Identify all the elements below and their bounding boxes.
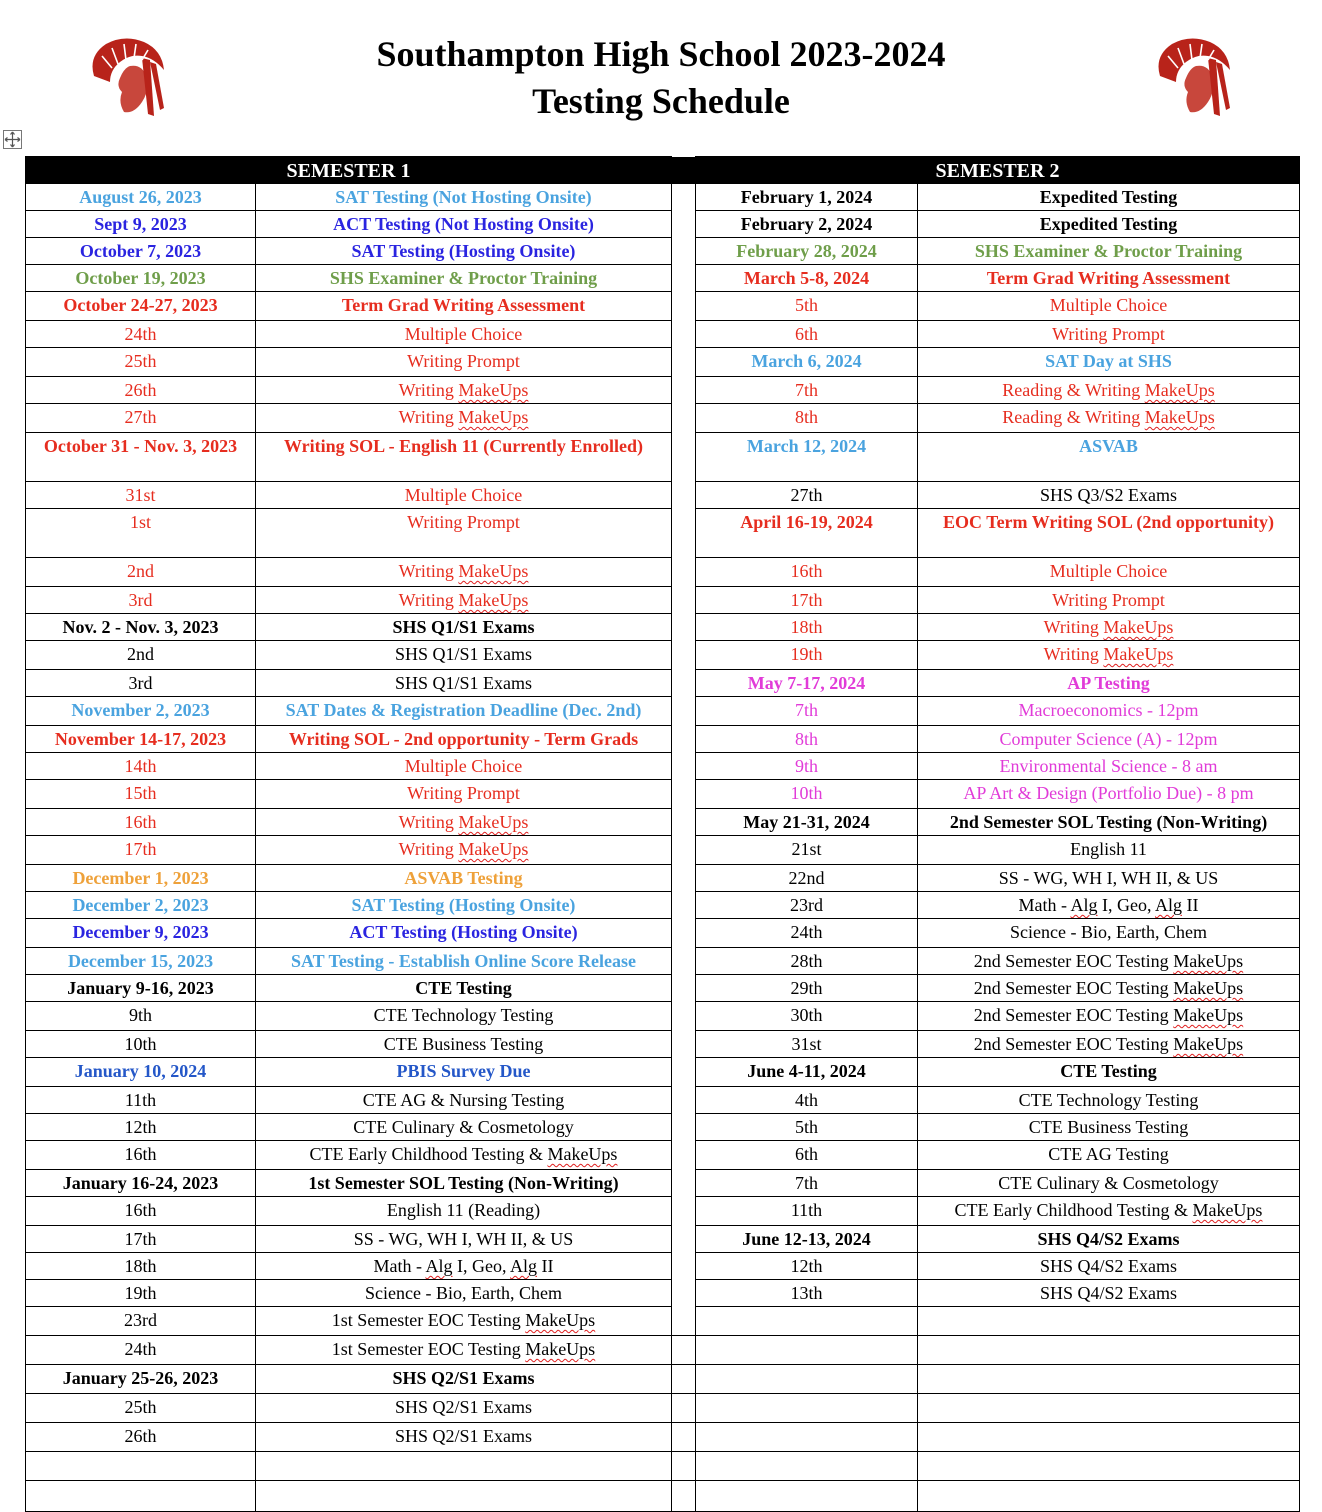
table-row — [26, 238, 1300, 265]
table-row — [26, 1365, 1300, 1394]
semester-2-date: 9th — [696, 753, 918, 780]
semester-2-event: SHS Examiner & Proctor Training — [918, 238, 1300, 265]
mascot-headdress-logo-right — [1150, 36, 1234, 118]
semester-1-event: CTE Early Childhood Testing & MakeUps — [256, 1141, 672, 1170]
column-gap — [672, 892, 696, 919]
table-row — [26, 1336, 1300, 1365]
column-gap — [672, 184, 696, 211]
semester-1-date: January 25-26, 2023 — [26, 1365, 256, 1394]
semester-2-date — [696, 1365, 918, 1394]
table-row — [26, 1452, 1300, 1481]
column-gap — [672, 1114, 696, 1141]
semester-2-date: June 4-11, 2024 — [696, 1058, 918, 1087]
table-row — [26, 1002, 1300, 1031]
semester-1-date: December 2, 2023 — [26, 892, 256, 919]
semester-1-event: SAT Testing (Hosting Onsite) — [256, 238, 672, 265]
column-gap — [672, 809, 696, 836]
semester-1-date: 25th — [26, 1394, 256, 1423]
column-gap — [672, 614, 696, 641]
semester-2-date: 4th — [696, 1087, 918, 1114]
semester-1-event: Writing SOL - 2nd opportunity - Term Grads — [256, 726, 672, 753]
table-row — [26, 348, 1300, 377]
semester-2-date: 5th — [696, 292, 918, 321]
table-row — [26, 184, 1300, 211]
semester-2-date — [696, 1336, 918, 1365]
table-row — [26, 1226, 1300, 1253]
semester-2-date: 8th — [696, 726, 918, 753]
table-row — [26, 780, 1300, 809]
semester-2-event: CTE Technology Testing — [918, 1087, 1300, 1114]
semester-2-event: Multiple Choice — [918, 292, 1300, 321]
semester-1-date: 14th — [26, 753, 256, 780]
semester-2-date: 30th — [696, 1002, 918, 1031]
semester-1-date: Nov. 2 - Nov. 3, 2023 — [26, 614, 256, 641]
semester-2-event — [918, 1365, 1300, 1394]
column-gap — [672, 558, 696, 587]
column-gap — [672, 348, 696, 377]
semester-1-date: 12th — [26, 1114, 256, 1141]
table-row — [26, 670, 1300, 697]
semester-2-event: Math - Alg I, Geo, Alg II — [918, 892, 1300, 919]
table-move-handle-icon[interactable] — [3, 130, 22, 149]
semester-1-date: 1st — [26, 509, 256, 558]
table-row — [26, 1280, 1300, 1307]
semester-1-event: Writing MakeUps — [256, 587, 672, 614]
semester-2-date — [696, 1307, 918, 1336]
column-gap — [672, 1170, 696, 1197]
semester-2-date: 5th — [696, 1114, 918, 1141]
semester-1-event: SS - WG, WH I, WH II, & US — [256, 1226, 672, 1253]
semester-2-event: Multiple Choice — [918, 558, 1300, 587]
semester-1-date: October 7, 2023 — [26, 238, 256, 265]
column-gap — [672, 1197, 696, 1226]
semester-1-date: 3rd — [26, 587, 256, 614]
table-row — [26, 321, 1300, 348]
semester-1-date: 17th — [26, 836, 256, 865]
semester-2-date: 23rd — [696, 892, 918, 919]
semester-2-date: 11th — [696, 1197, 918, 1226]
semester-2-event: SAT Day at SHS — [918, 348, 1300, 377]
semester-1-date: December 9, 2023 — [26, 919, 256, 948]
semester-2-date: April 16-19, 2024 — [696, 509, 918, 558]
table-row — [26, 892, 1300, 919]
semester-1-date: 26th — [26, 377, 256, 404]
semester-2-date: June 12-13, 2024 — [696, 1226, 918, 1253]
semester-2-event: SHS Q4/S2 Exams — [918, 1280, 1300, 1307]
semester-1-event: SHS Examiner & Proctor Training — [256, 265, 672, 292]
column-gap — [672, 377, 696, 404]
semester-2-event: CTE AG Testing — [918, 1141, 1300, 1170]
semester-1-date — [26, 1452, 256, 1481]
semester-2-date: 22nd — [696, 865, 918, 892]
column-gap — [672, 321, 696, 348]
semester-1-event: SHS Q2/S1 Exams — [256, 1394, 672, 1423]
semester-1-date: October 24-27, 2023 — [26, 292, 256, 321]
semester-2-event: 2nd Semester EOC Testing MakeUps — [918, 1002, 1300, 1031]
semester-1-date: 17th — [26, 1226, 256, 1253]
semester-2-date: 7th — [696, 377, 918, 404]
semester-2-date: 27th — [696, 482, 918, 509]
semester-2-event: CTE Business Testing — [918, 1114, 1300, 1141]
semester-2-date: 6th — [696, 321, 918, 348]
semester-1-date: 11th — [26, 1087, 256, 1114]
semester-2-event: 2nd Semester SOL Testing (Non-Writing) — [918, 809, 1300, 836]
semester-2-date: 6th — [696, 1141, 918, 1170]
semester-2-event — [918, 1423, 1300, 1452]
table-row — [26, 482, 1300, 509]
column-gap — [672, 509, 696, 558]
semester-2-event: Writing Prompt — [918, 321, 1300, 348]
column-gap — [672, 1141, 696, 1170]
semester-2-event: Science - Bio, Earth, Chem — [918, 919, 1300, 948]
semester-1-date: 16th — [26, 1141, 256, 1170]
semester-1-event: ACT Testing (Not Hosting Onsite) — [256, 211, 672, 238]
column-gap — [672, 697, 696, 726]
semester-1-date: 25th — [26, 348, 256, 377]
semester-1-event: CTE Technology Testing — [256, 1002, 672, 1031]
table-row — [26, 809, 1300, 836]
table-row — [26, 948, 1300, 975]
semester-2-event — [918, 1481, 1300, 1512]
semester-1-event: Writing MakeUps — [256, 404, 672, 433]
column-gap — [672, 1087, 696, 1114]
column-gap — [672, 211, 696, 238]
table-row — [26, 1423, 1300, 1452]
semester-1-date: 31st — [26, 482, 256, 509]
table-row — [26, 641, 1300, 670]
table-row — [26, 509, 1300, 558]
semester-1-event: Writing MakeUps — [256, 809, 672, 836]
semester-1-event: SHS Q2/S1 Exams — [256, 1365, 672, 1394]
semester-2-event: Writing MakeUps — [918, 641, 1300, 670]
semester-1-date: 24th — [26, 321, 256, 348]
table-row — [26, 1087, 1300, 1114]
semester-1-date: January 10, 2024 — [26, 1058, 256, 1087]
semester-2-date: 12th — [696, 1253, 918, 1280]
semester-2-event: 2nd Semester EOC Testing MakeUps — [918, 948, 1300, 975]
semester-2-event: ASVAB — [918, 433, 1300, 482]
table-row — [26, 558, 1300, 587]
semester-1-event: Writing Prompt — [256, 780, 672, 809]
semester-2-date: March 6, 2024 — [696, 348, 918, 377]
semester-1-date: 27th — [26, 404, 256, 433]
semester-1-event: Writing MakeUps — [256, 558, 672, 587]
semester-1-date: 26th — [26, 1423, 256, 1452]
semester-2-event: Computer Science (A) - 12pm — [918, 726, 1300, 753]
column-gap — [672, 1307, 696, 1336]
semester-2-date: May 21-31, 2024 — [696, 809, 918, 836]
semester-2-date: March 12, 2024 — [696, 433, 918, 482]
semester-2-date: February 28, 2024 — [696, 238, 918, 265]
table-row — [26, 726, 1300, 753]
semester-2-date: 18th — [696, 614, 918, 641]
table-row — [26, 1307, 1300, 1336]
semester-1-event: Writing MakeUps — [256, 836, 672, 865]
table-row — [26, 975, 1300, 1002]
semester-2-event — [918, 1307, 1300, 1336]
column-gap — [672, 404, 696, 433]
semester-1-event: Multiple Choice — [256, 321, 672, 348]
semester-1-event: Writing SOL - English 11 (Currently Enrolled) — [256, 433, 672, 482]
column-gap — [672, 1031, 696, 1058]
semester-2-event: SHS Q4/S2 Exams — [918, 1253, 1300, 1280]
semester-2-date — [696, 1394, 918, 1423]
semester-1-event — [256, 1452, 672, 1481]
semester-2-event: Writing MakeUps — [918, 614, 1300, 641]
semester-1-date: 18th — [26, 1253, 256, 1280]
column-gap — [672, 948, 696, 975]
semester-2-event: SS - WG, WH I, WH II, & US — [918, 865, 1300, 892]
semester-2-event: 2nd Semester EOC Testing MakeUps — [918, 1031, 1300, 1058]
semester-2-date: 29th — [696, 975, 918, 1002]
semester-1-event: CTE AG & Nursing Testing — [256, 1087, 672, 1114]
semester-1-header: SEMESTER 1 — [26, 157, 672, 184]
semester-2-event — [918, 1336, 1300, 1365]
semester-header-row — [26, 157, 1300, 184]
semester-2-date: 8th — [696, 404, 918, 433]
semester-2-event — [918, 1452, 1300, 1481]
semester-1-event: English 11 (Reading) — [256, 1197, 672, 1226]
page-title: Southampton High School 2023-2024 — [376, 34, 946, 74]
column-gap — [672, 641, 696, 670]
table-row — [26, 1058, 1300, 1087]
semester-1-date: 15th — [26, 780, 256, 809]
semester-1-date: 10th — [26, 1031, 256, 1058]
semester-1-date: November 14-17, 2023 — [26, 726, 256, 753]
semester-1-event: PBIS Survey Due — [256, 1058, 672, 1087]
table-row — [26, 919, 1300, 948]
table-row — [26, 433, 1300, 482]
table-row — [26, 753, 1300, 780]
semester-2-event: Expedited Testing — [918, 211, 1300, 238]
semester-1-event: SAT Testing (Not Hosting Onsite) — [256, 184, 672, 211]
column-gap — [672, 919, 696, 948]
table-row — [26, 1394, 1300, 1423]
semester-1-event: Multiple Choice — [256, 753, 672, 780]
table-row — [26, 292, 1300, 321]
semester-2-event: SHS Q3/S2 Exams — [918, 482, 1300, 509]
semester-1-event: SAT Testing - Establish Online Score Release — [256, 948, 672, 975]
table-row — [26, 1253, 1300, 1280]
table-row — [26, 587, 1300, 614]
page-subtitle: Testing Schedule — [532, 81, 790, 121]
column-gap — [672, 482, 696, 509]
semester-1-event: Math - Alg I, Geo, Alg II — [256, 1253, 672, 1280]
semester-2-date: 10th — [696, 780, 918, 809]
semester-2-event — [918, 1394, 1300, 1423]
semester-2-date: 13th — [696, 1280, 918, 1307]
semester-1-date: August 26, 2023 — [26, 184, 256, 211]
semester-1-event: CTE Testing — [256, 975, 672, 1002]
semester-1-date: 16th — [26, 809, 256, 836]
semester-2-event: Macroeconomics - 12pm — [918, 697, 1300, 726]
semester-1-date: 19th — [26, 1280, 256, 1307]
table-row — [26, 1114, 1300, 1141]
semester-2-event: CTE Early Childhood Testing & MakeUps — [918, 1197, 1300, 1226]
column-gap — [672, 1336, 696, 1365]
semester-2-event: 2nd Semester EOC Testing MakeUps — [918, 975, 1300, 1002]
table-row — [26, 1031, 1300, 1058]
semester-1-date: 9th — [26, 1002, 256, 1031]
semester-2-date — [696, 1452, 918, 1481]
semester-1-date: December 1, 2023 — [26, 865, 256, 892]
semester-2-event: Writing Prompt — [918, 587, 1300, 614]
semester-1-date: 24th — [26, 1336, 256, 1365]
column-gap — [672, 238, 696, 265]
semester-2-event: Environmental Science - 8 am — [918, 753, 1300, 780]
column-gap — [672, 1481, 696, 1512]
table-row — [26, 1141, 1300, 1170]
semester-1-event: Writing Prompt — [256, 509, 672, 558]
semester-2-event: CTE Culinary & Cosmetology — [918, 1170, 1300, 1197]
header-gap — [672, 157, 696, 184]
semester-2-header: SEMESTER 2 — [696, 157, 1300, 184]
semester-2-event: EOC Term Writing SOL (2nd opportunity) — [918, 509, 1300, 558]
table-row — [26, 1170, 1300, 1197]
column-gap — [672, 433, 696, 482]
semester-2-event: CTE Testing — [918, 1058, 1300, 1087]
semester-1-event: Writing Prompt — [256, 348, 672, 377]
semester-1-date: 2nd — [26, 558, 256, 587]
semester-2-date: 17th — [696, 587, 918, 614]
semester-2-date: 21st — [696, 836, 918, 865]
semester-1-date: December 15, 2023 — [26, 948, 256, 975]
column-gap — [672, 780, 696, 809]
semester-2-event: AP Testing — [918, 670, 1300, 697]
semester-1-date: 3rd — [26, 670, 256, 697]
table-row — [26, 377, 1300, 404]
semester-1-date: November 2, 2023 — [26, 697, 256, 726]
semester-1-event: CTE Business Testing — [256, 1031, 672, 1058]
column-gap — [672, 1226, 696, 1253]
semester-2-date: February 1, 2024 — [696, 184, 918, 211]
semester-2-event: English 11 — [918, 836, 1300, 865]
table-row — [26, 697, 1300, 726]
column-gap — [672, 865, 696, 892]
semester-1-date: 23rd — [26, 1307, 256, 1336]
semester-1-event: Multiple Choice — [256, 482, 672, 509]
semester-1-event: ACT Testing (Hosting Onsite) — [256, 919, 672, 948]
column-gap — [672, 975, 696, 1002]
semester-1-date: Sept 9, 2023 — [26, 211, 256, 238]
semester-1-event: Writing MakeUps — [256, 377, 672, 404]
table-row — [26, 865, 1300, 892]
semester-2-date: 31st — [696, 1031, 918, 1058]
table-row — [26, 1481, 1300, 1512]
semester-1-event: SHS Q1/S1 Exams — [256, 641, 672, 670]
column-gap — [672, 1452, 696, 1481]
semester-1-event: CTE Culinary & Cosmetology — [256, 1114, 672, 1141]
semester-1-event — [256, 1481, 672, 1512]
semester-1-event: 1st Semester EOC Testing MakeUps — [256, 1336, 672, 1365]
column-gap — [672, 292, 696, 321]
column-gap — [672, 1365, 696, 1394]
semester-2-date: May 7-17, 2024 — [696, 670, 918, 697]
column-gap — [672, 1423, 696, 1452]
column-gap — [672, 1280, 696, 1307]
table-row — [26, 265, 1300, 292]
column-gap — [672, 1058, 696, 1087]
column-gap — [672, 670, 696, 697]
semester-1-date: October 19, 2023 — [26, 265, 256, 292]
semester-1-event: 1st Semester EOC Testing MakeUps — [256, 1307, 672, 1336]
semester-2-event: Term Grad Writing Assessment — [918, 265, 1300, 292]
column-gap — [672, 587, 696, 614]
semester-1-event: SHS Q2/S1 Exams — [256, 1423, 672, 1452]
semester-1-event: SHS Q1/S1 Exams — [256, 670, 672, 697]
semester-2-date — [696, 1481, 918, 1512]
testing-schedule-table — [25, 156, 1300, 1512]
table-row — [26, 614, 1300, 641]
semester-2-event: Expedited Testing — [918, 184, 1300, 211]
semester-2-date: 19th — [696, 641, 918, 670]
semester-1-date: 2nd — [26, 641, 256, 670]
semester-1-event: 1st Semester SOL Testing (Non-Writing) — [256, 1170, 672, 1197]
column-gap — [672, 726, 696, 753]
semester-2-event: Reading & Writing MakeUps — [918, 377, 1300, 404]
column-gap — [672, 836, 696, 865]
column-gap — [672, 753, 696, 780]
semester-1-event: SAT Dates & Registration Deadline (Dec. 2nd) — [256, 697, 672, 726]
column-gap — [672, 265, 696, 292]
semester-1-date: January 9-16, 2023 — [26, 975, 256, 1002]
semester-2-date — [696, 1423, 918, 1452]
semester-1-date: 16th — [26, 1197, 256, 1226]
semester-1-event: Science - Bio, Earth, Chem — [256, 1280, 672, 1307]
semester-2-date: 28th — [696, 948, 918, 975]
semester-1-event: SHS Q1/S1 Exams — [256, 614, 672, 641]
semester-2-date: 7th — [696, 1170, 918, 1197]
semester-1-event: SAT Testing (Hosting Onsite) — [256, 892, 672, 919]
semester-1-date: January 16-24, 2023 — [26, 1170, 256, 1197]
semester-1-event: ASVAB Testing — [256, 865, 672, 892]
table-row — [26, 836, 1300, 865]
semester-2-date: March 5-8, 2024 — [696, 265, 918, 292]
semester-2-date: February 2, 2024 — [696, 211, 918, 238]
mascot-headdress-logo-left — [84, 36, 168, 118]
semester-1-event: Term Grad Writing Assessment — [256, 292, 672, 321]
table-row — [26, 404, 1300, 433]
column-gap — [672, 1394, 696, 1423]
semester-2-event: AP Art & Design (Portfolio Due) - 8 pm — [918, 780, 1300, 809]
column-gap — [672, 1253, 696, 1280]
semester-2-date: 16th — [696, 558, 918, 587]
semester-1-date — [26, 1481, 256, 1512]
semester-2-date: 24th — [696, 919, 918, 948]
column-gap — [672, 1002, 696, 1031]
semester-2-date: 7th — [696, 697, 918, 726]
semester-1-date: October 31 - Nov. 3, 2023 — [26, 433, 256, 482]
table-row — [26, 211, 1300, 238]
semester-2-event: Reading & Writing MakeUps — [918, 404, 1300, 433]
table-row — [26, 1197, 1300, 1226]
semester-2-event: SHS Q4/S2 Exams — [918, 1226, 1300, 1253]
